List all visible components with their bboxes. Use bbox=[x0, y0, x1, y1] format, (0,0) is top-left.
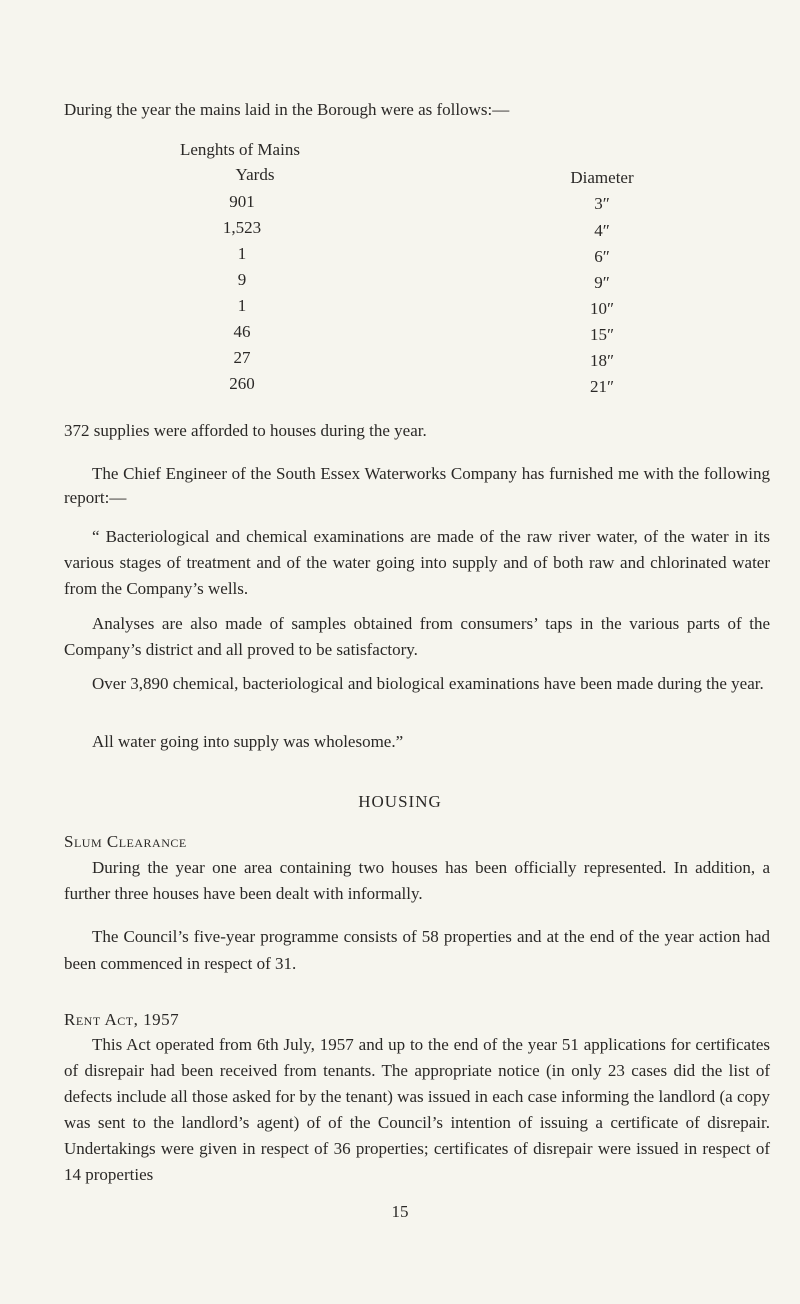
yards-cell: 1 bbox=[237, 244, 247, 263]
mains-intro: During the year the mains laid in the Borough were as follows:— bbox=[64, 100, 510, 119]
mains-table-title: Lenghts of Mains bbox=[180, 140, 300, 159]
diameter-cell: 6″ bbox=[594, 247, 610, 266]
yards-cell: 1,523 bbox=[222, 218, 262, 237]
yards-header: Yards bbox=[235, 165, 275, 184]
report-paragraph: Over 3,890 chemical, bacteriological and biological examinations have been made during the year. bbox=[92, 674, 764, 693]
slum-paragraph: The Council’s five-year programme consists of 58 properties and at the end of the year action had been commenced in respect of 31. bbox=[64, 927, 770, 973]
rent-act-heading: Rent Act, 1957 bbox=[64, 1010, 180, 1029]
diameter-header: Diameter bbox=[570, 168, 634, 187]
yards-cell: 9 bbox=[237, 270, 247, 289]
diameter-cell: 10″ bbox=[589, 299, 615, 318]
slum-clearance-heading: Slum Clearance bbox=[64, 832, 187, 851]
diameter-cell: 18″ bbox=[589, 351, 615, 370]
diameter-cell: 4″ bbox=[594, 221, 610, 240]
yards-cell: 901 bbox=[229, 192, 255, 211]
yards-cell: 260 bbox=[229, 374, 255, 393]
supplies-paragraph: 372 supplies were afforded to houses during the year. bbox=[64, 421, 427, 440]
housing-heading: HOUSING bbox=[358, 792, 442, 811]
yards-cell: 1 bbox=[237, 296, 247, 315]
report-paragraph: Analyses are also made of samples obtained from consumers’ taps in the various parts of the Company’s district and all proved to be satisfactory. bbox=[64, 614, 770, 659]
page-number: 15 bbox=[391, 1202, 409, 1221]
rent-act-paragraph: This Act operated from 6th July, 1957 and up to the end of the year 51 applications for certificates of disrepair had been received from tenants. The appropriate notice (in only 23 cases did the list of defects include all those asked for by the tenant) was issued in each case informing the landlord (a copy was sent to the landlord’s agent) of of the Council’s intention of issuing a certificate of disrepair. Undertakings were given in respect of 36 properties; certificates of disrepair were issued in respect of 14 properties bbox=[64, 1035, 770, 1184]
yards-cell: 46 bbox=[233, 322, 251, 341]
report-paragraph: “ Bacteriological and chemical examinations are made of the raw river water, of the water in its various stages of treatment and of the water going into supply and of both raw and chlorinated water from the Company’s wells. bbox=[64, 527, 770, 598]
diameter-cell: 21″ bbox=[589, 377, 615, 396]
yards-cell: 27 bbox=[233, 348, 251, 367]
slum-paragraph: During the year one area containing two houses has been officially represented. In addition, a further three houses have been dealt with informally. bbox=[64, 858, 770, 903]
report-paragraph: All water going into supply was wholesome.” bbox=[92, 732, 404, 751]
diameter-cell: 3″ bbox=[594, 194, 610, 213]
diameter-cell: 15″ bbox=[589, 325, 615, 344]
diameter-cell: 9″ bbox=[594, 273, 610, 292]
engineer-intro-paragraph: The Chief Engineer of the South Essex Waterworks Company has furnished me with the following report:— bbox=[64, 464, 770, 507]
